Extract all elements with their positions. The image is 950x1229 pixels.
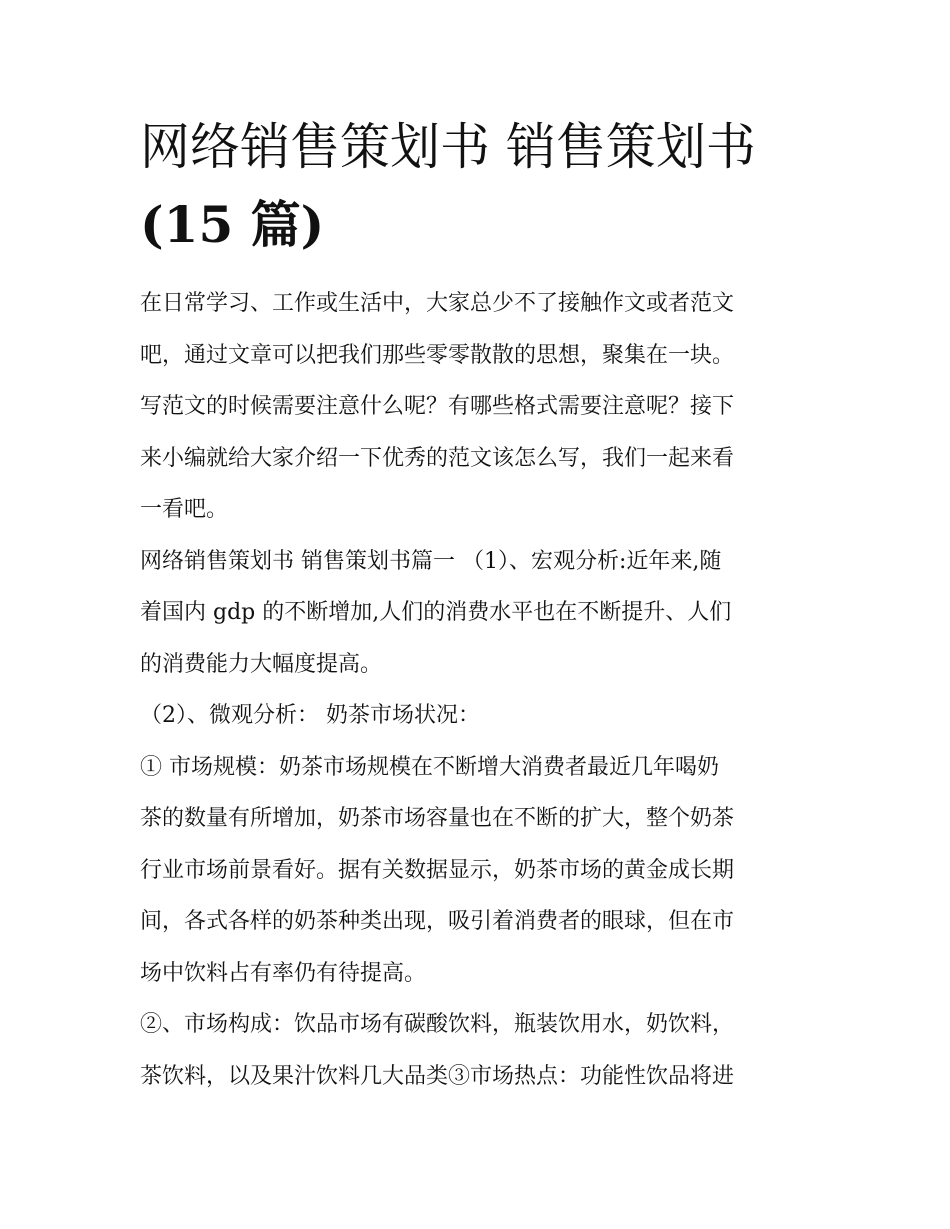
paragraph-market-scale: [140, 742, 820, 1000]
text-line: 场中饮料占有率仍有待提高。: [140, 960, 427, 986]
title-line-2: (15 篇): [140, 195, 325, 254]
paragraph-micro-analysis: [140, 690, 820, 742]
text-line: 在日常学习、工作或生活中，大家总少不了接触作文或者范文: [140, 291, 735, 316]
paragraph-macro-analysis: [140, 536, 820, 691]
document-content: [140, 108, 820, 1102]
text-line: 来小编就给大家介绍一下优秀的范文该怎么写，我们一起来看: [140, 445, 735, 471]
text-line: ②、市场构成：饮品市场有碳酸饮料，瓶装饮用水，奶饮料，: [140, 1012, 735, 1037]
text-line: 网络销售策划书 销售策划书篇一 （1）、宏观分析:近年来,随: [140, 548, 722, 574]
text-line: （2）、微观分析： 奶茶市场状况：: [140, 703, 480, 728]
page-title: [140, 108, 820, 264]
paragraph-market-composition: [140, 999, 820, 1102]
paragraph-intro: [140, 278, 820, 536]
text-line: 着国内 gdp 的不断增加,人们的消费水平也在不断提升、人们: [140, 600, 732, 625]
text-line: 茶饮料，以及果汁饮料几大品类③市场热点：功能性饮品将进: [140, 1063, 735, 1089]
text-line: 吧，通过文章可以把我们那些零零散散的思想，聚集在一块。: [140, 342, 735, 368]
text-line: 一看吧。: [140, 497, 229, 522]
title-line-1: 网络销售策划书 销售策划书: [140, 118, 756, 176]
text-line: 茶的数量有所增加，奶茶市场容量也在不断的扩大，整个奶茶: [140, 806, 735, 831]
text-line: 间，各式各样的奶茶种类出现，吸引着消费者的眼球，但在市: [140, 909, 735, 934]
text-line: ① 市场规模：奶茶市场规模在不断增大消费者最近几年喝奶: [140, 754, 719, 780]
text-line: 写范文的时候需要注意什么呢？有哪些格式需要注意呢？接下: [140, 394, 735, 419]
text-line: 的消费能力大幅度提高。: [140, 651, 383, 677]
text-line: 行业市场前景看好。据有关数据显示，奶茶市场的黄金成长期: [140, 857, 735, 883]
